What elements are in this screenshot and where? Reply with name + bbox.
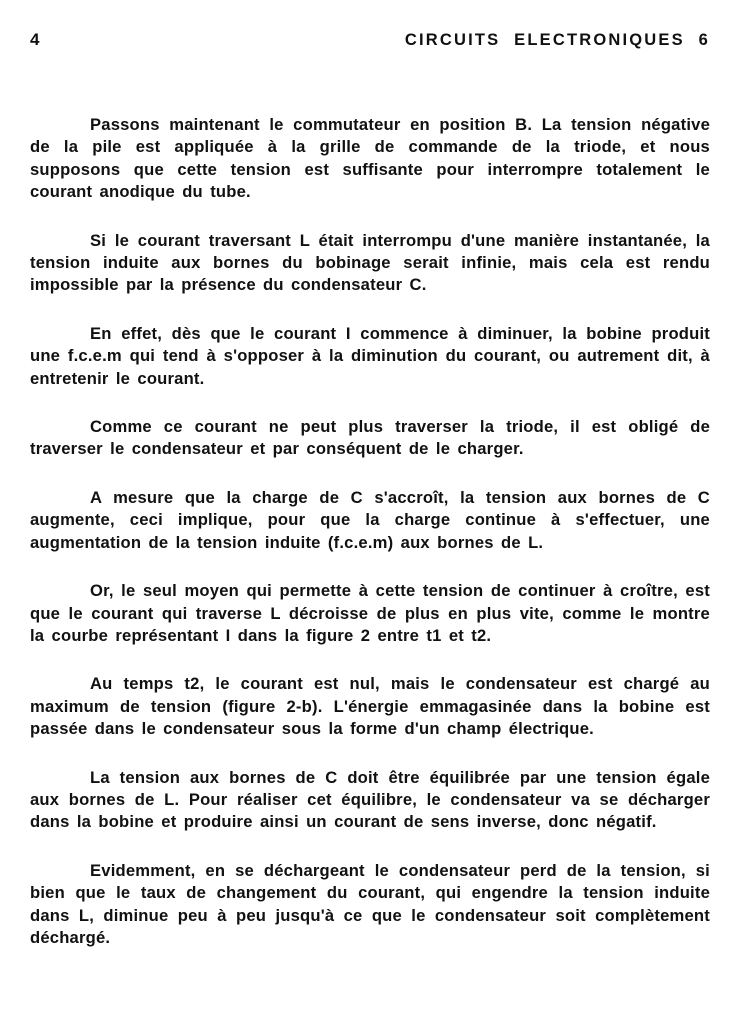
paragraph-5: A mesure que la charge de C s'accroît, la tension aux bornes de C augmente, ceci implique, pour que la charge continue à s'effectuer, une augmentation de la tension induite (f.c.e.m) aux bornes de L. bbox=[30, 487, 710, 552]
paragraph-4: Comme ce courant ne peut plus traverser la triode, il est obligé de traverser le condensateur et par conséquent de le charger. bbox=[30, 417, 710, 459]
page-body bbox=[30, 114, 710, 949]
page-number: 4 bbox=[30, 30, 40, 49]
paragraph-2: Si le courant traversant L était interrompu d'une manière instantanée, la tension induite aux bornes du bobinage serait infinie, mais cela est rendu impossible par la présence du condensateur C. bbox=[30, 230, 710, 295]
paragraph-3: En effet, dès que le courant I commence à diminuer, la bobine produit une f.c.e.m qui tend à s'opposer à la diminution du courant, ou autrement dit, à entretenir le courant. bbox=[30, 323, 710, 388]
running-head-title: CIRCUITS ELECTRONIQUES 6 bbox=[404, 31, 710, 49]
page-header bbox=[30, 30, 710, 50]
paragraph-7: Au temps t2, le courant est nul, mais le condensateur est chargé au maximum de tension (figure 2-b). L'énergie emmagasinée dans la bobine est passée dans le condensateur sous la forme d'un champ électrique. bbox=[30, 674, 710, 739]
paragraph-8: La tension aux bornes de C doit être équilibrée par une tension égale aux bornes de L. Pour réaliser cet équilibre, le condensateur va se décharger dans la bobine et produire ainsi un courant de sens inverse, donc négatif. bbox=[30, 767, 710, 832]
paragraph-9: Evidemment, en se déchargeant le condensateur perd de la tension, si bien que le taux de changement du courant, qui engendre la tension induite dans L, diminue peu à peu jusqu'à ce que le condensateur soit complètement déchargé. bbox=[30, 860, 710, 947]
paragraph-6: Or, le seul moyen qui permette à cette tension de continuer à croître, est que le courant qui traverse L décroisse de plus en plus vite, comme le montre la courbe représentant I dans la figure 2 entre t1 et t2. bbox=[30, 581, 710, 645]
paragraph-1: Passons maintenant le commutateur en position B. La tension négative de la pile est appliquée à la grille de commande de la triode, et nous supposons que cette tension est suffisante pour interrompre totalement le courant anodique du tube. bbox=[30, 115, 710, 202]
